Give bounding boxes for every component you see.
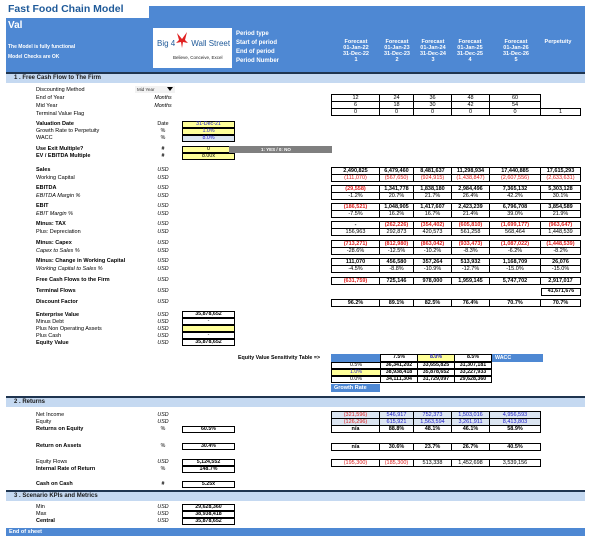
central-unit: USD	[157, 518, 169, 524]
non-operating-assets-input[interactable]	[182, 325, 235, 332]
net-income-label: Net Income	[36, 412, 65, 418]
central-value: 35,878,652	[182, 518, 235, 525]
header-col-1: Forecast 01-Jan-22 31-Dec-22 1	[343, 39, 369, 63]
section-returns-header[interactable]: 2 . Returns	[6, 398, 585, 407]
header-col-2: Forecast 01-Jan-23 31-Dec-23 2	[384, 39, 410, 63]
roa-value: 30.4%	[182, 443, 235, 450]
irr-label: Internal Rate of Return	[36, 466, 96, 472]
logo-text: Big 4 Wall Street	[157, 39, 231, 48]
sales-label: Sales	[36, 167, 51, 173]
max-label: Max	[36, 511, 47, 517]
header-col-5: Forecast 01-Jan-26 31-Dec-26 5	[503, 39, 529, 63]
exit-multiple-label: Use Exit Multiple?	[36, 146, 84, 152]
logo-tagline: Believe, Conceive, Excel	[173, 55, 223, 60]
sens-wacc-1: 7.5%	[380, 354, 418, 362]
change-wc-label: Minus: Change in Working Capital	[36, 258, 126, 264]
ebit-unit: USD	[157, 203, 169, 209]
minus-debt-value: -	[182, 318, 235, 325]
ebit-block: (186,521) 1,048,905 1,417,607 2,423,239 6,796,708 3,854,589 -7.5% 16.2% 16.7% 21.4% 39.0% 21.9%	[331, 203, 581, 218]
tax-block: - (262,226) (354,402) (605,810) (1,699,177) (963,647) 156,963 292,873 420,573 561,258 568,464 1,448,539	[331, 221, 581, 236]
ebitda-unit: USD	[157, 185, 169, 191]
end-of-year-row: 12 24 36 48 60 6 18 30 42 54 0 0 0 0 0 1	[331, 94, 581, 116]
non-operating-assets-unit: USD	[157, 326, 169, 332]
roe-value: 60.5%	[182, 426, 235, 433]
header-col-perpetuity: Perpetuity	[544, 39, 572, 45]
irr-unit: %	[160, 466, 166, 472]
sens-growth-1: 0.5%	[331, 362, 381, 369]
ebit-margin-label: EBIT Margin %	[36, 211, 73, 217]
ev-ebitda-unit: #	[161, 153, 165, 159]
roe-unit: %	[160, 426, 166, 432]
equity-value-label: Equity Value	[36, 340, 69, 346]
wacc-label: WACC	[36, 135, 53, 141]
max-value: 38,938,418	[182, 511, 235, 518]
roe-label: Returns on Equity	[36, 426, 84, 432]
sens-cell: 35,878,652	[417, 369, 455, 376]
sens-cell: 31,307,181	[454, 362, 492, 369]
exit-multiple-unit: #	[161, 146, 165, 152]
ebitda-margin-label: EBITDA Margin %	[36, 193, 81, 199]
equity-flows-unit: USD	[157, 459, 169, 465]
status-functional: The Model is fully functional	[8, 44, 76, 50]
sens-cell: 31,729,097	[417, 376, 455, 383]
cash-on-cash-label: Cash on Cash	[36, 481, 73, 487]
sens-cell: 36,341,202	[380, 362, 418, 369]
valuation-date-input[interactable]: 31-Dec-21	[182, 121, 235, 128]
plus-cash-value: -	[182, 332, 235, 339]
sens-cell: 38,938,418	[380, 369, 418, 376]
equity-unit: USD	[157, 419, 169, 425]
ev-ebitda-input[interactable]: 8.00x	[182, 153, 235, 160]
discounting-method-label: Discounting Method	[36, 87, 85, 93]
change-wc-unit: USD	[157, 258, 169, 264]
wacc-input[interactable]: 8.0%	[182, 135, 235, 142]
capex-block: (713,271) (812,980) (863,042) (933,473) (1,087,022) (1,448,539) -28.6% -12.5% -10.2% -8.3% -6.2% -8.2%	[331, 240, 581, 255]
sensitivity-label: Equity Value Sensitivity Table =>	[238, 355, 321, 361]
header-col-3: Forecast 01-Jan-24 31-Dec-24 3	[420, 39, 446, 63]
enterprise-value: 35,878,652	[182, 311, 235, 318]
start-period-label: Start of period	[236, 40, 278, 46]
fcff-unit: USD	[157, 277, 169, 283]
sens-wacc-2: 8.0%	[417, 354, 455, 362]
tax-unit: USD	[157, 221, 169, 227]
roa-unit: %	[160, 443, 166, 449]
capex-label: Minus: Capex	[36, 240, 72, 246]
sens-cell: 33,655,825	[417, 362, 455, 369]
returns-block: (321,596) 546,917 752,373 1,503,016 4,956,593 (126,296) 615,921 1,563,594 3,261,911 8,413,803 n/a 88.8% 48.1% 46.1% 58.9%	[331, 411, 541, 433]
header-col-4: Forecast 01-Jan-25 31-Dec-25 4	[457, 39, 483, 63]
max-unit: USD	[157, 511, 169, 517]
terminal-flows-value: 41,671,676	[541, 288, 581, 296]
end-of-year-unit: Months	[154, 95, 172, 101]
mid-year-label: Mid Year	[36, 103, 58, 109]
non-operating-assets-label: Plus Non Operating Assets	[36, 326, 102, 332]
company-logo	[153, 28, 232, 68]
section-fcff-header[interactable]: 1 . Free Cash Flow to The Firm	[6, 74, 585, 83]
ebitda-block: (29,558) 1,341,778 1,838,180 2,984,496 7,365,132 5,303,128 -1.2% 20.7% 21.7% 26.4% 42.2% 30.1%	[331, 185, 581, 200]
ebitda-label: EBITDA	[36, 185, 57, 191]
sales-block: 2,490,825 6,479,460 8,481,637 11,298,934 17,440,885 17,615,293 (111,070) (567,650) (924,915) (1,438,847) (2,607,556) (2,633,631)	[331, 167, 581, 182]
growth-rate-input[interactable]: 1.0%	[182, 128, 235, 135]
wacc-unit: %	[160, 135, 166, 141]
sens-wacc-3: 8.5%	[454, 354, 492, 362]
model-title: Fast Food Chain Model	[8, 3, 124, 15]
enterprise-value-unit: USD	[157, 312, 169, 318]
tv-flag-label: Terminal Value Flag	[36, 111, 85, 117]
sens-cell: 33,227,933	[454, 369, 492, 376]
change-wc-block: 111,070 456,580 357,264 513,932 1,168,709 26,076 -4.5% -8.8% -10.9% -12.7% -15.0% -15.0%	[331, 258, 581, 273]
depreciation-unit: USD	[157, 229, 169, 235]
min-label: Min	[36, 504, 45, 510]
depreciation-label: Plus: Depreciation	[36, 229, 81, 235]
section-scenario-header[interactable]: 3 . Scenario KPIs and Metrics	[6, 492, 585, 501]
equity-flows-label: Equity Flows	[36, 459, 68, 465]
ebit-margin-unit: USD	[157, 211, 169, 217]
minus-debt-label: Minus Debt	[36, 319, 64, 325]
sens-growth-3: 0.0%	[331, 376, 381, 383]
period-type-label: Period type	[236, 31, 269, 37]
net-income-unit: USD	[157, 412, 169, 418]
irr-value: 148.7%	[182, 466, 235, 473]
equity-value: 35,878,652	[182, 339, 235, 346]
end-of-year-label: End of Year	[36, 95, 65, 101]
end-period-label: End of period	[236, 49, 275, 55]
sens-cell: 34,111,304	[380, 376, 418, 383]
discounting-method-dropdown[interactable]: Mid Year	[135, 86, 175, 93]
roa-row: n/a 30.6% 23.7% 26.7% 40.5%	[331, 443, 541, 451]
capex-unit: USD	[157, 240, 169, 246]
fcff-row: (631,759) 725,146 978,000 1,959,145 5,747,702 2,917,017	[331, 277, 581, 285]
ebit-label: EBIT	[36, 203, 49, 209]
chevron-down-icon[interactable]	[167, 87, 173, 91]
sens-wacc-header: WACC	[492, 354, 543, 362]
roa-label: Return on Assets	[36, 443, 82, 449]
min-value: 29,628,360	[182, 504, 235, 511]
exit-multiple-input[interactable]: 0	[182, 146, 235, 153]
central-label: Central	[36, 518, 55, 524]
wc-sales-unit: USD	[157, 266, 169, 272]
cash-on-cash-value: 5.25x	[182, 481, 235, 488]
valuation-date-label: Valuation Date	[36, 121, 74, 127]
terminal-flows-unit: USD	[157, 288, 169, 294]
ev-ebitda-label: EV / EBITDA Multiple	[36, 153, 91, 159]
end-of-sheet-bar: End of sheet	[6, 528, 585, 536]
discount-factor-row: 96.2% 89.1% 82.5% 76.4% 70.7% 70.7%	[331, 299, 581, 307]
minus-debt-unit: USD	[157, 319, 169, 325]
sensitivity-corner	[331, 354, 380, 362]
growth-rate-unit: %	[160, 128, 166, 134]
fcff-label: Free Cash Flows to the Firm	[36, 277, 110, 283]
sales-unit: USD	[157, 167, 169, 173]
plus-cash-label: Plus Cash	[36, 333, 62, 339]
sens-growth-header: Growth Rate	[331, 384, 380, 392]
sheet-name: Val	[8, 20, 23, 31]
ebitda-margin-unit: USD	[157, 193, 169, 199]
enterprise-value-label: Enterprise Value	[36, 312, 80, 318]
discount-factor-label: Discount Factor	[36, 299, 78, 305]
working-capital-unit: USD	[157, 175, 169, 181]
mid-year-unit: Months	[154, 103, 172, 109]
sens-growth-2: 1.0%	[331, 369, 381, 376]
equity-value-unit: USD	[157, 340, 169, 346]
valuation-date-unit: Date	[157, 121, 169, 127]
min-unit: USD	[157, 504, 169, 510]
wc-sales-label: Working Capital to Sales %	[36, 266, 103, 272]
capex-sales-label: Capex to Sales %	[36, 248, 80, 254]
tax-label: Minus: TAX	[36, 221, 66, 227]
growth-rate-label: Growth Rate to Perpetuity	[36, 128, 100, 134]
status-checks: Model Checks are OK	[8, 54, 60, 60]
discount-factor-unit: USD	[157, 299, 169, 305]
plus-cash-unit: USD	[157, 333, 169, 339]
equity-flows-value: 5,124,552	[182, 459, 235, 466]
capex-sales-unit: USD	[157, 248, 169, 254]
equity-label: Equity	[36, 419, 52, 425]
sens-cell: 29,628,360	[454, 376, 492, 383]
exit-multiple-hint: 1: YES / 0: NO	[229, 146, 332, 153]
working-capital-label: Working Capital	[36, 175, 75, 181]
terminal-flows-label: Terminal Flows	[36, 288, 76, 294]
period-number-label: Period Number	[236, 58, 280, 64]
cash-on-cash-unit: #	[161, 481, 165, 487]
equity-flows-row: (195,300) (185,300) 513,338 1,452,698 3,539,156	[331, 459, 541, 467]
